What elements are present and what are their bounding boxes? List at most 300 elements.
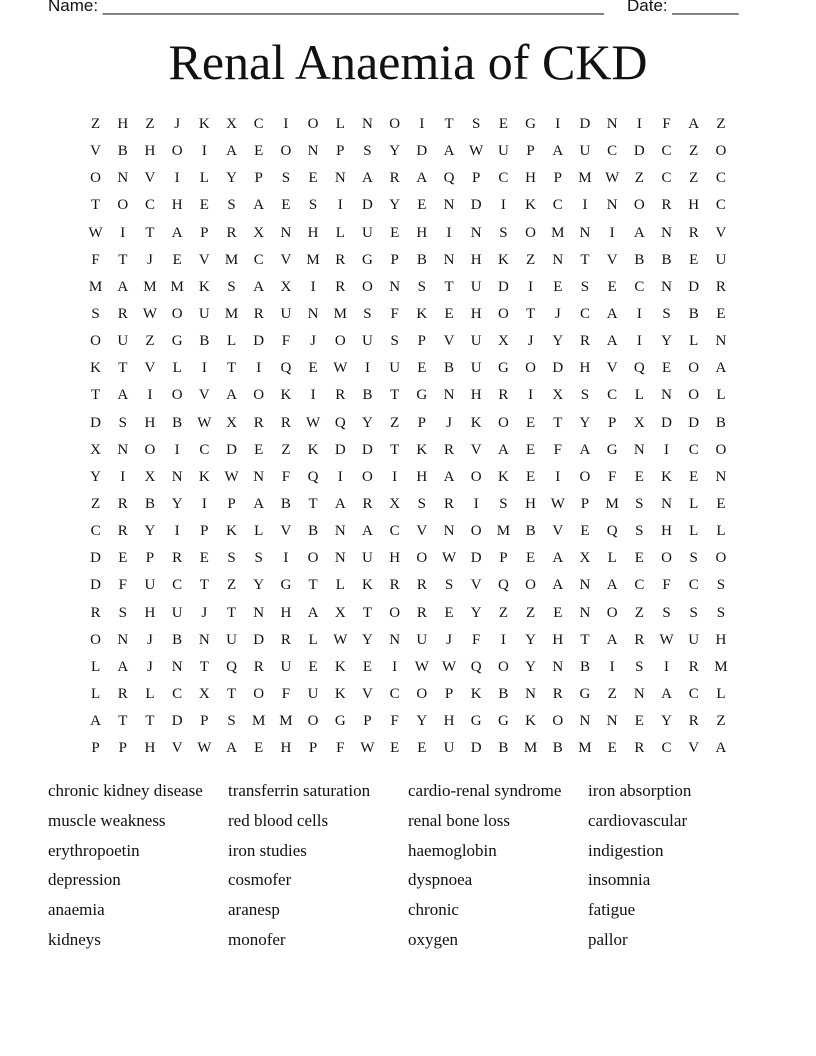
grid-letter: A [117,278,129,295]
grid-letter: T [526,306,536,323]
grid-letter: P [200,713,209,730]
grid-letter: I [555,116,561,133]
grid-letter: N [443,387,455,404]
grid-letter: P [336,143,345,160]
grid-letter: E [199,550,209,567]
grid-letter: U [470,360,482,377]
grid-letter: N [171,658,183,675]
grid-letter: O [552,713,564,730]
grid-letter: A [443,468,455,485]
grid-letter: H [307,224,319,241]
grid-letter: M [333,306,347,323]
word-list-item: depression [48,870,121,890]
grid-letter: C [199,441,210,458]
grid-letter: N [443,197,455,214]
grid-letter: H [552,631,564,648]
grid-letter: O [715,143,727,160]
word-list-item: aranesp [228,900,280,920]
word-list-item: fatigue [588,900,636,920]
grid-letter: O [470,523,482,540]
grid-letter: A [226,387,237,404]
grid-letter: I [174,441,180,458]
grid-letter: K [470,686,482,703]
grid-letter: R [389,170,400,187]
grid-letter: S [227,197,236,214]
word-list-item: indigestion [588,840,664,860]
grid-letter: N [633,686,645,703]
grid-letter: C [389,686,400,703]
grid-letter: R [117,496,128,513]
grid-letter: A [334,496,346,513]
grid-letter: G [280,577,292,594]
grid-letter: I [120,224,126,241]
grid-letter: O [416,550,428,567]
grid-letter: C [253,251,264,268]
grid-letter: U [470,333,482,350]
grid-letter: D [362,441,373,458]
grid-letter: R [253,306,264,323]
grid-letter: E [254,441,264,458]
grid-letter: X [90,441,102,458]
grid-letter: A [688,116,700,133]
grid-letter: U [389,360,401,377]
grid-letter: R [444,441,455,458]
grid-letter: O [497,414,509,431]
grid-letter: X [226,414,237,431]
grid-letter: Z [716,713,726,730]
grid-letter: U [226,631,237,648]
grid-letter: O [117,197,129,214]
grid-letter: A [579,441,591,458]
grid-letter: T [444,116,454,133]
grid-letter: B [117,143,128,160]
grid-letter: D [470,197,482,214]
grid-letter: L [226,333,237,350]
grid-letter: J [147,251,153,268]
grid-letter: S [118,604,127,621]
grid-letter: U [362,224,373,241]
grid-letter: Z [91,116,101,133]
grid-letter: K [525,713,537,730]
grid-letter: L [716,523,726,540]
grid-letter: I [392,468,398,485]
word-list-item: insomnia [588,870,651,890]
grid-letter: C [389,523,400,540]
grid-letter: O [307,550,319,567]
grid-letter: L [199,170,209,187]
grid-letter: B [634,251,645,268]
grid-letter: P [417,414,427,431]
grid-letter: C [715,197,726,214]
page-title: Renal Anaemia of CKD [168,34,648,90]
grid-letter: I [310,278,316,295]
grid-letter: R [117,686,128,703]
word-list-item: haemoglobin [408,840,497,860]
grid-letter: L [689,523,699,540]
grid-letter: U [470,278,482,295]
grid-letter: C [661,143,672,160]
grid-letter: M [496,523,511,540]
grid-letter: M [170,278,184,295]
grid-letter: I [609,658,615,675]
grid-letter: F [662,577,671,594]
grid-letter: A [117,658,129,675]
grid-letter: N [171,468,183,485]
grid-letter: S [662,604,671,621]
grid-letter: T [91,197,101,214]
grid-letter: J [174,116,181,133]
grid-letter: O [362,278,373,295]
grid-letter: J [201,604,208,621]
grid-letter: K [307,441,319,458]
word-list-item: cardiovascular [588,810,688,830]
grid-letter: S [635,523,644,540]
grid-letter: V [606,360,618,377]
grid-letter: N [117,441,129,458]
grid-letter: V [198,251,210,268]
grid-letter: Z [716,116,726,133]
grid-letter: Z [91,496,101,513]
grid-letter: H [661,523,672,540]
word-list [48,778,768,957]
grid-letter: W [306,414,321,431]
grid-letter: P [390,251,399,268]
grid-letter: I [528,387,534,404]
grid-letter: I [310,387,316,404]
grid-letter: F [281,686,291,703]
grid-letter: O [579,468,591,485]
grid-letter: A [90,713,102,730]
grid-letter: W [360,740,375,757]
grid-letter: S [118,414,127,431]
grid-letter: B [172,631,183,648]
word-list-item: renal bone loss [408,810,510,830]
grid-letter: A [715,740,727,757]
grid-letter: M [143,278,157,295]
grid-letter: K [334,658,346,675]
word-list-item: red blood cells [228,810,329,830]
grid-letter: U [144,577,156,594]
grid-letter: S [689,604,698,621]
grid-letter: W [142,306,158,323]
grid-letter: N [362,116,373,133]
grid-letter: D [633,143,645,160]
grid-letter: C [688,441,699,458]
grid-letter: H [144,604,156,621]
grid-letter: W [441,658,457,675]
grid-letter: W [605,170,620,187]
grid-letter: U [280,658,292,675]
grid-letter: M [224,251,239,268]
grid-letter: R [280,631,291,648]
grid-letter: Z [526,251,536,268]
grid-letter: B [172,414,183,431]
grid-letter: Y [253,577,265,594]
grid-letter: B [416,251,427,268]
grid-letter: O [144,441,156,458]
grid-letter: D [552,360,564,377]
grid-letter: U [443,740,455,757]
grid-letter: V [144,360,156,377]
grid-letter: V [280,523,292,540]
grid-letter: L [91,658,101,675]
grid-letter: D [90,550,102,567]
grid-letter: F [662,116,671,133]
word-list-item: chronic [408,900,459,920]
grid-letter: O [389,604,401,621]
grid-letter: F [553,441,562,458]
grid-letter: E [526,414,536,431]
grid-letter: P [607,414,617,431]
grid-letter: W [224,468,239,485]
grid-letter: C [661,170,672,187]
grid-letter: A [362,523,373,540]
grid-letter: D [470,740,482,757]
grid-letter: E [689,251,699,268]
grid-letter: H [688,197,700,214]
grid-letter: N [280,224,292,241]
grid-letter: L [716,686,726,703]
grid-letter: B [144,496,155,513]
grid-letter: I [500,197,506,214]
grid-letter: S [580,387,590,404]
grid-letter: R [634,740,645,757]
grid-letter: Z [634,170,644,187]
grid-letter: M [578,740,592,757]
grid-letter: O [90,333,102,350]
grid-letter: S [417,278,427,295]
grid-letter: O [497,306,509,323]
grid-letter: S [227,278,236,295]
grid-letter: M [252,713,266,730]
grid-letter: D [90,577,102,594]
grid-letter: X [253,224,265,241]
grid-letter: P [200,224,209,241]
grid-letter: T [226,360,237,377]
grid-letter: N [579,224,591,241]
grid-letter: B [552,740,563,757]
grid-letter: P [472,170,481,187]
grid-letter: W [469,143,484,160]
grid-letter: O [334,333,346,350]
grid-letter: N [253,604,265,621]
grid-letter: Z [281,441,291,458]
grid-letter: H [389,550,401,567]
grid-letter: T [118,360,128,377]
grid-letter: C [579,306,590,323]
grid-letter: E [118,550,128,567]
grid-letter: H [416,468,428,485]
grid-letter: B [715,414,726,431]
grid-letter: P [200,523,209,540]
grid-letter: D [171,713,183,730]
grid-letter: K [525,197,537,214]
grid-letter: L [145,686,155,703]
grid-letter: E [689,468,699,485]
grid-letter: Z [607,686,617,703]
grid-letter: I [201,360,207,377]
grid-letter: N [661,278,672,295]
grid-letter: N [334,550,346,567]
grid-letter: I [174,170,180,187]
grid-letter: O [280,143,292,160]
grid-letter: Y [579,414,591,431]
grid-letter: C [607,143,618,160]
grid-letter: K [198,116,210,133]
grid-letter: I [446,224,452,241]
grid-letter: D [253,333,265,350]
grid-letter: E [716,496,726,513]
word-list-item: kidneys [48,929,101,949]
grid-letter: N [198,631,210,648]
grid-letter: C [607,387,618,404]
grid-letter: I [419,116,425,133]
grid-letter: T [199,577,209,594]
letter-grid [82,111,735,762]
grid-letter: O [497,658,509,675]
grid-letter: Z [145,333,155,350]
grid-letter: B [525,523,536,540]
grid-letter: D [334,441,346,458]
grid-letter: A [606,631,618,648]
grid-letter: S [227,550,236,567]
grid-letter: N [606,713,618,730]
grid-letter: T [145,713,155,730]
grid-letter: N [443,523,455,540]
grid-letter: U [715,251,727,268]
grid-letter: O [171,143,183,160]
grid-letter: S [363,143,372,160]
grid-letter: V [552,523,564,540]
word-list-item: erythropoetin [48,840,140,860]
grid-letter: E [390,740,400,757]
grid-letter: N [552,658,564,675]
grid-letter: M [605,496,619,513]
grid-letter: F [390,713,399,730]
grid-letter: N [715,468,727,485]
grid-letter: E [553,278,563,295]
grid-letter: V [362,686,373,703]
grid-letter: K [661,468,672,485]
grid-letter: R [416,577,427,594]
grid-letter: N [579,604,591,621]
grid-letter: K [334,686,346,703]
grid-letter: T [145,224,155,241]
grid-letter: R [335,278,346,295]
grid-letter: G [416,387,428,404]
grid-letter: P [553,170,562,187]
grid-letter: T [199,658,209,675]
grid-letter: T [390,441,400,458]
grid-letter: S [254,550,263,567]
grid-letter: J [310,333,317,350]
grid-letter: P [417,333,427,350]
grid-letter: A [552,550,564,567]
grid-letter: S [499,224,508,241]
grid-letter: O [715,441,727,458]
grid-letter: I [201,143,207,160]
grid-letter: S [227,713,236,730]
grid-letter: R [498,387,509,404]
grid-letter: A [552,577,564,594]
grid-letter: R [90,604,101,621]
grid-letter: F [91,251,100,268]
grid-letter: E [390,224,400,241]
grid-letter: Z [498,604,508,621]
grid-letter: X [633,414,645,431]
grid-letter: E [607,740,617,757]
grid-letter: L [335,116,345,133]
grid-letter: F [607,468,617,485]
grid-letter: D [470,550,482,567]
grid-letter: T [308,577,318,594]
grid-letter: A [253,278,265,295]
grid-letter: Q [226,658,237,675]
grid-letter: R [389,577,400,594]
grid-letter: K [497,468,509,485]
grid-letter: L [634,387,644,404]
grid-letter: Q [606,523,618,540]
grid-letter: Y [389,143,401,160]
grid-letter: N [606,197,618,214]
word-list-item: monofer [228,929,286,949]
grid-letter: S [390,333,399,350]
grid-letter: Q [470,658,482,675]
grid-letter: G [606,441,618,458]
grid-letter: N [661,224,672,241]
grid-letter: R [335,251,346,268]
grid-letter: G [334,713,346,730]
grid-letter: N [633,441,645,458]
grid-letter: S [417,496,427,513]
grid-letter: Y [416,713,428,730]
grid-letter: W [659,631,674,648]
grid-letter: N [334,523,346,540]
grid-letter: D [416,143,428,160]
grid-letter: E [362,658,373,675]
word-list-item: iron absorption [588,781,692,800]
grid-letter: N [606,116,618,133]
grid-letter: O [307,713,319,730]
grid-letter: U [280,306,292,323]
grid-letter: M [88,278,103,295]
grid-letter: K [198,468,210,485]
grid-letter: L [172,360,182,377]
grid-letter: Y [90,468,102,485]
grid-letter: B [661,251,672,268]
grid-letter: O [715,550,727,567]
grid-letter: U [362,333,373,350]
grid-letter: N [389,631,401,648]
grid-letter: A [552,143,564,160]
grid-letter: D [253,631,265,648]
grid-letter: P [526,143,535,160]
grid-letter: S [716,604,726,621]
grid-letter: A [253,496,265,513]
grid-letter: E [526,468,536,485]
grid-letter: J [527,333,534,350]
grid-letter: O [389,116,401,133]
grid-letter: B [280,496,291,513]
grid-letter: G [470,713,482,730]
grid-letter: K [416,441,428,458]
grid-letter: I [392,658,398,675]
grid-letter: G [497,360,509,377]
grid-letter: J [446,414,452,431]
grid-letter: Y [362,631,373,648]
grid-letter: C [172,686,183,703]
grid-letter: I [636,333,642,350]
